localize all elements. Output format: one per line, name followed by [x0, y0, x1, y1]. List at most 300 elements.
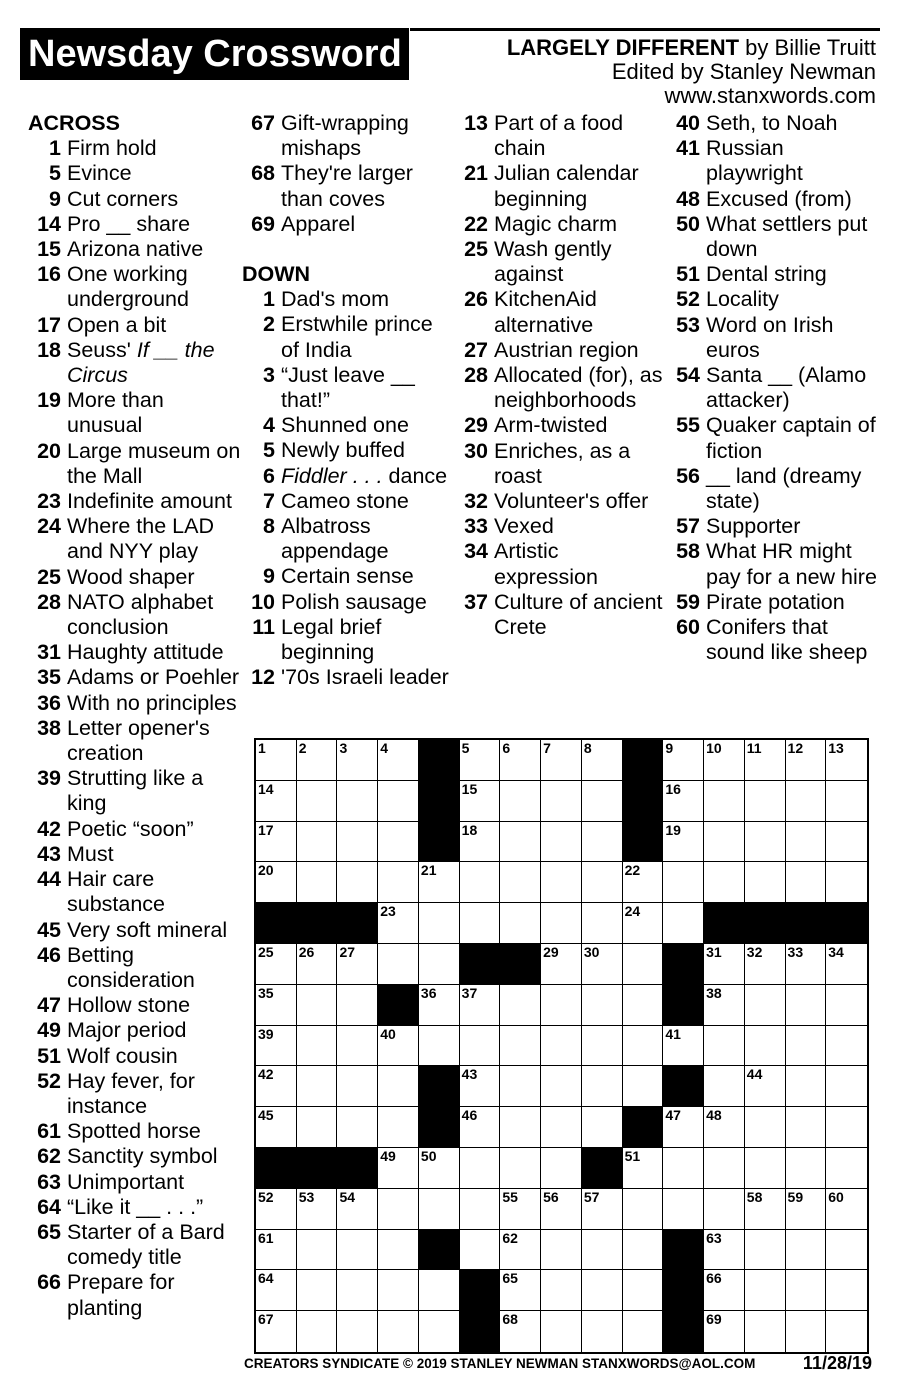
clue-number: 1	[49, 136, 61, 161]
clue-text: “Just leave __ that!”	[281, 362, 415, 413]
grid-cell[interactable]	[663, 1189, 704, 1230]
clue	[455, 413, 667, 438]
grid-cell[interactable]	[826, 862, 867, 903]
grid-cell[interactable]	[786, 862, 827, 903]
grid-cell[interactable]	[500, 740, 541, 781]
grid-cell[interactable]	[623, 1189, 664, 1230]
grid-cell[interactable]	[419, 944, 460, 985]
grid-cell[interactable]	[663, 1026, 704, 1067]
clue-number: 19	[37, 388, 61, 413]
clue	[242, 413, 452, 438]
clue-text: Apparel	[281, 211, 356, 236]
clue	[455, 287, 667, 337]
clue	[667, 187, 879, 212]
grid-cell[interactable]	[582, 1026, 623, 1067]
grid-cell[interactable]	[704, 1148, 745, 1189]
black-square	[297, 1148, 338, 1189]
clue	[28, 817, 243, 842]
grid-cell[interactable]	[256, 781, 297, 822]
grid-cell[interactable]	[337, 1026, 378, 1067]
clue	[242, 590, 452, 615]
clue-text: Newly buffed	[281, 438, 405, 463]
cell-number: 21	[420, 862, 437, 879]
cell-number: 27	[339, 943, 356, 960]
crossword-grid	[254, 738, 869, 1354]
grid-cell[interactable]	[541, 1026, 582, 1067]
grid-cell[interactable]	[786, 985, 827, 1026]
grid-cell[interactable]	[582, 903, 623, 944]
clue-number: 48	[676, 186, 700, 211]
grid-cell[interactable]	[745, 862, 786, 903]
grid-cell[interactable]	[786, 781, 827, 822]
grid-cell[interactable]	[256, 740, 297, 781]
clue	[455, 338, 667, 363]
clue	[28, 1044, 243, 1069]
grid-cell[interactable]	[623, 1148, 664, 1189]
grid-cell[interactable]	[256, 1066, 297, 1107]
cell-number: 7	[543, 740, 551, 756]
grid-cell[interactable]	[582, 944, 623, 985]
grid-cell[interactable]	[378, 1026, 419, 1067]
cell-number: 13	[828, 740, 844, 756]
grid-cell[interactable]	[826, 740, 867, 781]
grid-cell[interactable]	[419, 985, 460, 1026]
clue	[242, 438, 452, 463]
grid-cell[interactable]	[500, 903, 541, 944]
grid-cell[interactable]	[460, 985, 501, 1026]
grid-cell[interactable]	[582, 1189, 623, 1230]
grid-cell[interactable]	[419, 1026, 460, 1067]
grid-cell[interactable]	[460, 1189, 501, 1230]
black-square	[419, 781, 460, 822]
clue-text: Indefinite amount	[67, 489, 232, 514]
cell-number: 37	[461, 984, 478, 1001]
grid-cell[interactable]	[297, 944, 338, 985]
black-square	[745, 903, 786, 944]
clue-text: Dad's mom	[281, 287, 390, 312]
grid-cell[interactable]	[786, 822, 827, 863]
grid-cell[interactable]	[500, 822, 541, 863]
grid-cell[interactable]	[378, 944, 419, 985]
grid-cell[interactable]	[582, 1230, 623, 1271]
clue-text: Pro __ share	[67, 211, 191, 236]
clue	[242, 464, 452, 489]
clue-number: 20	[37, 438, 61, 463]
grid-cell[interactable]	[500, 1189, 541, 1230]
grid-cell[interactable]	[704, 944, 745, 985]
grid-cell[interactable]	[378, 740, 419, 781]
clue	[667, 287, 879, 312]
clue-text: One working underground	[67, 262, 189, 312]
cell-number: 29	[543, 943, 559, 960]
clue-number: 64	[37, 1194, 61, 1219]
grid-cell[interactable]	[337, 985, 378, 1026]
clue-number: 11	[252, 614, 275, 639]
grid-cell[interactable]	[826, 1311, 867, 1352]
clue	[242, 514, 452, 564]
grid-cell[interactable]	[500, 985, 541, 1026]
grid-cell[interactable]	[378, 781, 419, 822]
grid-cell[interactable]	[745, 944, 786, 985]
grid-cell[interactable]	[337, 1107, 378, 1148]
grid-cell[interactable]	[541, 944, 582, 985]
grid-cell[interactable]	[256, 1026, 297, 1067]
grid-cell[interactable]	[704, 1311, 745, 1352]
grid-cell[interactable]	[786, 1066, 827, 1107]
grid-cell[interactable]	[337, 1270, 378, 1311]
clue-number: 10	[251, 589, 275, 614]
cell-number: 32	[746, 943, 763, 960]
grid-cell[interactable]	[297, 1026, 338, 1067]
grid-cell[interactable]	[623, 1311, 664, 1352]
grid-cell[interactable]	[663, 1148, 704, 1189]
grid-cell[interactable]	[623, 1270, 664, 1311]
clue-number: 29	[464, 413, 488, 438]
grid-cell[interactable]	[297, 740, 338, 781]
grid-cell[interactable]	[541, 1311, 582, 1352]
clue-number: 53	[676, 312, 700, 337]
grid-cell[interactable]	[663, 1107, 704, 1148]
grid-cell[interactable]	[378, 1066, 419, 1107]
grid-cell[interactable]	[704, 1107, 745, 1148]
grid-cell[interactable]	[541, 862, 582, 903]
clue	[28, 1144, 243, 1169]
grid-cell[interactable]	[297, 1107, 338, 1148]
grid-cell[interactable]	[297, 1311, 338, 1352]
clue-number: 55	[676, 413, 700, 438]
grid-cell[interactable]	[826, 985, 867, 1026]
black-square	[663, 985, 704, 1026]
clue-number: 44	[37, 867, 61, 892]
grid-cell[interactable]	[582, 1270, 623, 1311]
grid-cell[interactable]	[786, 1230, 827, 1271]
grid-cell[interactable]	[378, 1311, 419, 1352]
clue-text: Seuss' If __ the Circus	[67, 337, 215, 388]
grid-cell[interactable]	[582, 1066, 623, 1107]
grid-cell[interactable]	[582, 1107, 623, 1148]
grid-cell[interactable]	[256, 944, 297, 985]
black-square	[623, 781, 664, 822]
clue-number: 41	[676, 136, 700, 161]
cell-number: 54	[339, 1188, 356, 1205]
grid-cell[interactable]	[378, 1148, 419, 1189]
clue-number: 5	[263, 438, 275, 463]
grid-cell[interactable]	[663, 822, 704, 863]
grid-cell[interactable]	[745, 985, 786, 1026]
grid-cell[interactable]	[378, 1189, 419, 1230]
grid-cell[interactable]	[500, 862, 541, 903]
grid-cell[interactable]	[582, 781, 623, 822]
cell-number: 58	[746, 1188, 763, 1205]
grid-cell[interactable]	[460, 1026, 501, 1067]
clue-number: 50	[676, 211, 700, 236]
grid-cell[interactable]	[460, 1230, 501, 1271]
grid-cell[interactable]	[378, 1107, 419, 1148]
clue-text: NATO alphabet conclusion	[67, 589, 214, 640]
clue-number: 33	[464, 514, 488, 539]
grid-cell[interactable]	[419, 1148, 460, 1189]
clue-number: 58	[676, 539, 700, 564]
grid-cell[interactable]	[704, 822, 745, 863]
grid-cell[interactable]	[623, 985, 664, 1026]
clue	[242, 287, 452, 312]
grid-cell[interactable]	[786, 1148, 827, 1189]
grid-cell[interactable]	[337, 944, 378, 985]
grid-cell[interactable]	[500, 1311, 541, 1352]
clue-number: 6	[263, 463, 275, 488]
grid-cell[interactable]	[826, 944, 867, 985]
grid-cell[interactable]	[500, 1026, 541, 1067]
grid-cell[interactable]	[337, 740, 378, 781]
grid-cell[interactable]	[337, 1230, 378, 1271]
grid-cell[interactable]	[541, 740, 582, 781]
grid-cell[interactable]	[826, 781, 867, 822]
grid-cell[interactable]	[419, 862, 460, 903]
grid-cell[interactable]	[663, 740, 704, 781]
cell-number: 8	[583, 740, 592, 756]
grid-cell[interactable]	[826, 1230, 867, 1271]
grid-cell[interactable]	[460, 822, 501, 863]
grid-cell[interactable]	[704, 1189, 745, 1230]
grid-cell[interactable]	[541, 1066, 582, 1107]
clue	[455, 514, 667, 539]
grid-cell[interactable]	[704, 985, 745, 1026]
grid-cell[interactable]	[786, 1189, 827, 1230]
grid-cell[interactable]	[500, 781, 541, 822]
cell-number: 23	[380, 903, 396, 920]
clue-number: 30	[464, 438, 488, 463]
grid-cell[interactable]	[256, 1107, 297, 1148]
grid-cell[interactable]	[337, 781, 378, 822]
grid-cell[interactable]	[256, 1189, 297, 1230]
clue	[28, 313, 243, 338]
clue	[28, 766, 243, 816]
grid-cell[interactable]	[419, 1189, 460, 1230]
grid-cell[interactable]	[745, 781, 786, 822]
grid-cell[interactable]	[745, 1270, 786, 1311]
grid-cell[interactable]	[541, 1107, 582, 1148]
grid-cell[interactable]	[337, 1066, 378, 1107]
clue	[667, 313, 879, 363]
grid-cell[interactable]	[500, 1270, 541, 1311]
grid-cell[interactable]	[256, 1311, 297, 1352]
grid-cell[interactable]	[663, 903, 704, 944]
cell-number: 9	[665, 740, 674, 756]
grid-cell[interactable]	[378, 1270, 419, 1311]
clue-number: 13	[464, 111, 488, 135]
grid-cell[interactable]	[704, 1270, 745, 1311]
clue-text: Allocated (for), as neighborhoods	[494, 363, 663, 413]
grid-cell[interactable]	[256, 822, 297, 863]
grid-cell[interactable]	[745, 1311, 786, 1352]
grid-cell[interactable]	[541, 1148, 582, 1189]
clue-number: 9	[263, 564, 275, 589]
black-square	[337, 903, 378, 944]
grid-cell[interactable]	[460, 781, 501, 822]
grid-cell[interactable]	[582, 740, 623, 781]
grid-cell[interactable]	[582, 1311, 623, 1352]
grid-cell[interactable]	[297, 1230, 338, 1271]
grid-cell[interactable]	[704, 781, 745, 822]
black-square	[663, 1066, 704, 1107]
grid-cell[interactable]	[623, 1026, 664, 1067]
grid-cell[interactable]	[745, 1026, 786, 1067]
grid-cell[interactable]	[704, 1026, 745, 1067]
grid-cell[interactable]	[337, 822, 378, 863]
grid-cell[interactable]	[704, 740, 745, 781]
grid-cell[interactable]	[745, 740, 786, 781]
clue-number: 21	[464, 161, 488, 186]
clue-text: They're larger than coves	[281, 161, 413, 211]
grid-cell[interactable]	[786, 1311, 827, 1352]
clue-number: 35	[37, 665, 61, 690]
grid-cell[interactable]	[745, 822, 786, 863]
grid-cell[interactable]	[419, 1270, 460, 1311]
clue-text: Julian calendar beginning	[494, 161, 639, 211]
grid-cell[interactable]	[378, 862, 419, 903]
grid-cell[interactable]	[256, 862, 297, 903]
grid-cell[interactable]	[297, 985, 338, 1026]
grid-cell[interactable]	[623, 862, 664, 903]
grid-cell[interactable]	[297, 1066, 338, 1107]
clue	[667, 539, 879, 589]
grid-cell[interactable]	[541, 985, 582, 1026]
clue-number: 63	[37, 1169, 61, 1194]
grid-cell[interactable]	[541, 1270, 582, 1311]
cell-number: 39	[258, 1025, 274, 1042]
cell-number: 52	[258, 1188, 274, 1205]
clue-number: 2	[263, 312, 275, 337]
grid-cell[interactable]	[826, 1148, 867, 1189]
black-square	[419, 1066, 460, 1107]
grid-cell[interactable]	[337, 862, 378, 903]
cell-number: 14	[258, 780, 274, 797]
grid-cell[interactable]	[460, 862, 501, 903]
clue	[242, 312, 452, 362]
grid-cell[interactable]	[826, 1026, 867, 1067]
grid-cell[interactable]	[500, 1107, 541, 1148]
grid-cell[interactable]	[745, 1148, 786, 1189]
grid-cell[interactable]	[541, 1189, 582, 1230]
grid-cell[interactable]	[460, 1148, 501, 1189]
grid-cell[interactable]	[582, 862, 623, 903]
clue-number: 7	[263, 488, 275, 513]
grid-cell[interactable]	[378, 903, 419, 944]
clue-number: 31	[37, 640, 61, 665]
grid-cell[interactable]	[582, 985, 623, 1026]
grid-cell[interactable]	[623, 944, 664, 985]
clue-number: 36	[37, 690, 61, 715]
black-square	[786, 903, 827, 944]
clue-text: Adams or Poehler	[67, 665, 240, 690]
black-square	[419, 1230, 460, 1271]
clue	[667, 464, 879, 514]
grid-cell[interactable]	[337, 1189, 378, 1230]
clue	[667, 136, 879, 186]
grid-cell[interactable]	[460, 1107, 501, 1148]
clue-number: 18	[37, 337, 61, 362]
black-square	[826, 903, 867, 944]
grid-cell[interactable]	[297, 822, 338, 863]
grid-cell[interactable]	[297, 1270, 338, 1311]
clue	[242, 564, 452, 589]
cell-number: 15	[461, 780, 478, 797]
grid-cell[interactable]	[826, 1066, 867, 1107]
grid-cell[interactable]	[460, 903, 501, 944]
grid-cell[interactable]	[826, 1189, 867, 1230]
grid-cell[interactable]	[786, 1107, 827, 1148]
grid-cell[interactable]	[500, 1230, 541, 1271]
grid-cell[interactable]	[663, 781, 704, 822]
grid-cell[interactable]	[500, 1066, 541, 1107]
clue-number: 39	[37, 766, 61, 791]
grid-cell[interactable]	[419, 1311, 460, 1352]
grid-cell[interactable]	[297, 1189, 338, 1230]
grid-cell[interactable]	[745, 1189, 786, 1230]
grid-cell[interactable]	[786, 740, 827, 781]
grid-cell[interactable]	[297, 781, 338, 822]
grid-cell[interactable]	[786, 1270, 827, 1311]
grid-cell[interactable]	[786, 1026, 827, 1067]
grid-cell[interactable]	[541, 781, 582, 822]
clue-number: 57	[676, 514, 700, 539]
grid-cell[interactable]	[460, 1066, 501, 1107]
grid-cell[interactable]	[297, 862, 338, 903]
grid-cell[interactable]	[623, 903, 664, 944]
grid-cell[interactable]	[541, 822, 582, 863]
grid-cell[interactable]	[460, 740, 501, 781]
cell-number: 69	[706, 1311, 722, 1328]
clue-text: With no principles	[67, 690, 237, 715]
clue-number: 54	[676, 363, 700, 388]
grid-cell[interactable]	[704, 862, 745, 903]
header-byline	[507, 36, 876, 108]
clue-text: Gift-wrapping mishaps	[281, 111, 409, 161]
grid-cell[interactable]	[745, 1066, 786, 1107]
clue	[28, 1195, 243, 1220]
clue-text: Certain sense	[281, 564, 414, 589]
grid-cell[interactable]	[582, 822, 623, 863]
clue	[28, 993, 243, 1018]
grid-cell[interactable]	[826, 1107, 867, 1148]
cell-number: 40	[380, 1025, 396, 1042]
clue-text: Hair care substance	[67, 867, 166, 917]
grid-cell[interactable]	[745, 1230, 786, 1271]
grid-cell[interactable]	[378, 1230, 419, 1271]
grid-cell[interactable]	[826, 1270, 867, 1311]
grid-cell[interactable]	[704, 1066, 745, 1107]
grid-cell[interactable]	[541, 903, 582, 944]
grid-cell[interactable]	[541, 1230, 582, 1271]
puzzle-title: LARGELY DIFFERENT	[506, 35, 740, 60]
grid-cell[interactable]	[745, 1107, 786, 1148]
grid-cell[interactable]	[623, 1230, 664, 1271]
grid-cell[interactable]	[256, 1270, 297, 1311]
grid-cell[interactable]	[256, 1230, 297, 1271]
grid-cell[interactable]	[786, 944, 827, 985]
grid-cell[interactable]	[826, 822, 867, 863]
grid-cell[interactable]	[378, 822, 419, 863]
grid-cell[interactable]	[256, 985, 297, 1026]
grid-cell[interactable]	[419, 903, 460, 944]
clue-text: Fiddler . . . dance	[281, 463, 448, 488]
clue-text: Arm-twisted	[494, 413, 608, 438]
grid-cell[interactable]	[500, 1148, 541, 1189]
grid-cell[interactable]	[623, 1066, 664, 1107]
grid-cell[interactable]	[663, 862, 704, 903]
grid-cell[interactable]	[337, 1311, 378, 1352]
grid-cell[interactable]	[704, 1230, 745, 1271]
